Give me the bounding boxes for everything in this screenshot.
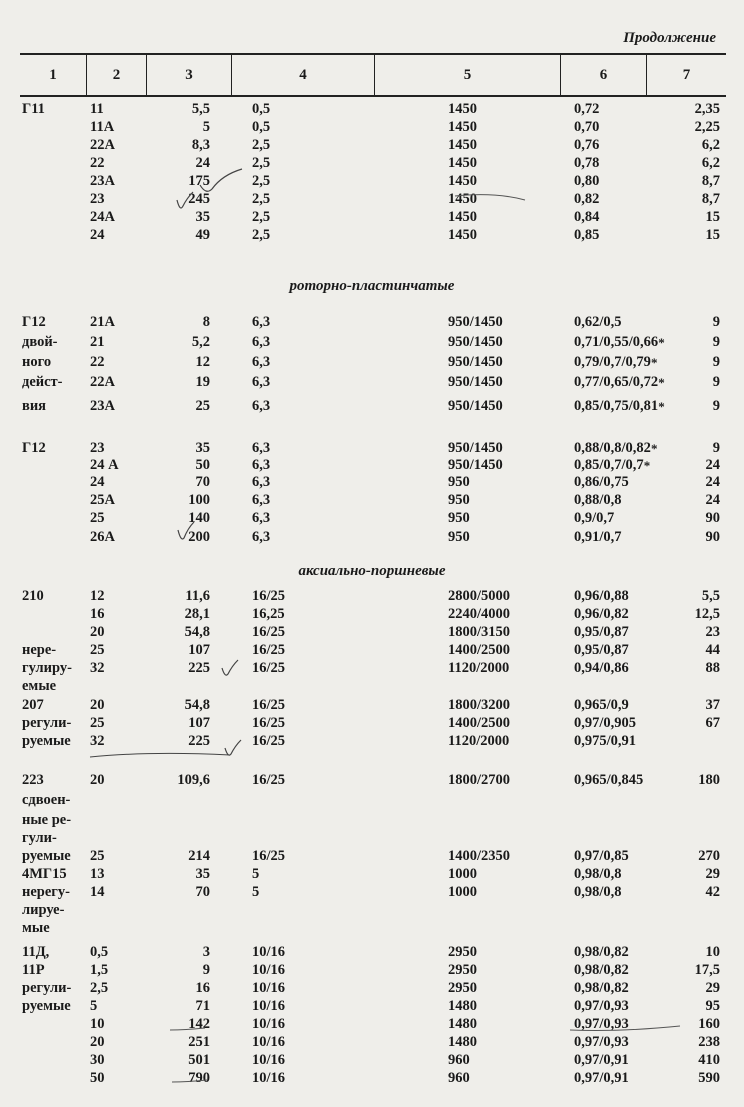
cell-c6: 0,97/0,91 [574,1052,629,1068]
cell-c1: 11Р [22,962,45,978]
cell-c5: 1000 [448,866,477,882]
cell-c3: 790 [188,1070,210,1086]
cell-c2: 23 [90,191,105,207]
cell-c4: 2,5 [252,227,271,243]
cell-c4: 10/16 [252,944,286,960]
cell-c5: 2950 [448,962,477,978]
asterisk-mark: * [650,441,658,456]
cell-c7: 10 [705,944,720,960]
cell-c5: 2950 [448,980,477,996]
cell-c2: 24 А [90,457,119,473]
cell-c4: 16/25 [252,642,286,658]
cell-c6: 0,965/0,9 [574,697,629,713]
cell-c5: 1450 [448,209,477,225]
cell-c4: 16,25 [252,606,285,622]
cell-c3: 49 [195,227,210,243]
cell-c6: 0,97/0,93 [574,998,629,1014]
cell-c2: 1,5 [90,962,109,978]
cell-c3: 251 [188,1034,210,1050]
cell-c3: 5,2 [191,334,210,350]
cell-c2: 10 [90,1016,105,1032]
cell-c1: лируе- [22,902,65,918]
cell-c6: 0,97/0,93 [574,1034,629,1050]
cell-c7: 24 [705,457,720,473]
cell-c6: 0,88/0,8/0,82 * [574,440,658,456]
cell-c3: 214 [188,848,210,864]
cell-c5: 1450 [448,119,477,135]
cell-c7: 180 [698,772,720,788]
cell-c6: 0,975/0,91 [574,733,637,749]
cell-c6: 0,98/0,8 [574,866,622,882]
cell-c5: 960 [448,1052,470,1068]
cell-c1: 11Д, [22,944,50,960]
cell-c6: 0,86/0,75 [574,474,629,490]
cell-c5: 950/1450 [448,457,503,473]
header-col-4: 4 [231,55,374,95]
cell-c3: 225 [188,733,210,749]
cell-c7: 29 [705,866,720,882]
cell-c4: 10/16 [252,980,286,996]
cell-c3: 35 [195,440,210,456]
cell-c6: 0,98/0,82 [574,944,629,960]
cell-c1: руемые [22,733,71,749]
cell-c5: 1450 [448,191,477,207]
cell-c1: дейст- [22,374,63,390]
cell-c6: 0,76 [574,137,600,153]
cell-c2: 11 [90,101,104,117]
cell-c3: 109,6 [177,772,210,788]
cell-c2: 25 [90,848,105,864]
cell-c6: 0,82 [574,191,600,207]
cell-c3: 225 [188,660,210,676]
cell-c3: 71 [195,998,210,1014]
cell-c6: 0,72 [574,101,600,117]
cell-c7: 9 [712,440,720,456]
asterisk-mark: * [658,399,665,414]
cell-c3: 175 [188,173,210,189]
cell-c2: 20 [90,697,105,713]
cell-c4: 6,3 [252,529,271,545]
cell-c7: 88 [705,660,720,676]
cell-c7: 160 [698,1016,720,1032]
cell-c7: 8,7 [701,191,720,207]
cell-c7: 9 [712,334,720,350]
cell-c5: 1000 [448,884,477,900]
cell-c4: 16/25 [252,848,286,864]
cell-c3: 35 [195,209,210,225]
cell-c4: 6,3 [252,374,271,390]
header-col-3: 3 [146,55,231,95]
cell-c2: 23 [90,440,105,456]
cell-c1: гулиру- [22,660,72,676]
cell-c1: руемые [22,998,71,1014]
cell-c2: 24А [90,209,115,225]
cell-c3: 107 [188,642,210,658]
cell-c5: 950 [448,510,470,526]
cell-c6: 0,95/0,87 [574,642,629,658]
cell-c5: 950/1450 [448,354,503,370]
cell-c5: 1400/2500 [448,715,511,731]
cell-c7: 15 [705,209,720,225]
cell-c6: 0,85/0,75/0,81 * [574,398,665,414]
cell-c6: 0,97/0,85 [574,848,629,864]
cell-c2: 23А [90,173,115,189]
cell-c1: регули- [22,980,72,996]
cell-c3: 11,6 [185,588,210,604]
cell-c1: гули- [22,830,57,846]
cell-c2: 16 [90,606,105,622]
cell-c5: 1480 [448,1016,477,1032]
cell-c4: 10/16 [252,998,286,1014]
section-title-axial-piston: аксиально-поршневые [298,563,446,579]
cell-c5: 960 [448,1070,470,1086]
cell-c6: 0,98/0,82 [574,962,629,978]
cell-c5: 1480 [448,1034,477,1050]
cell-c1: вия [22,398,47,414]
cell-c7: 6,2 [701,137,720,153]
cell-c5: 1450 [448,155,477,171]
cell-c6: 0,88/0,8 [574,492,622,508]
cell-c2: 5 [90,998,98,1014]
cell-c5: 1450 [448,173,477,189]
cell-c3: 19 [195,374,210,390]
cell-c3: 8 [202,314,210,330]
cell-c1: емые [22,678,57,694]
cell-c1: ные ре- [22,812,72,828]
cell-c6: 0,70 [574,119,600,135]
cell-c2: 23А [90,398,115,414]
asterisk-mark: * [643,458,651,473]
cell-c5: 1450 [448,137,477,153]
cell-c3: 25 [195,398,210,414]
continued-label: Продолжение [623,30,716,46]
cell-c3: 28,1 [184,606,210,622]
cell-c6: 0,94/0,86 [574,660,629,676]
cell-c6: 0,96/0,88 [574,588,629,604]
cell-c4: 0,5 [252,101,271,117]
cell-c4: 10/16 [252,1070,286,1086]
cell-c3: 24 [195,155,210,171]
cell-c4: 6,3 [252,334,271,350]
cell-c7: 6,2 [701,155,720,171]
cell-c3: 70 [195,474,210,490]
cell-c5: 1450 [448,227,477,243]
cell-c3: 50 [195,457,210,473]
cell-c6: 0,98/0,82 [574,980,629,996]
cell-c1: нерегу- [22,884,70,900]
cell-c2: 25 [90,510,105,526]
cell-c4: 10/16 [252,962,286,978]
cell-c7: 590 [698,1070,720,1086]
cell-c1: 210 [22,588,44,604]
cell-c3: 200 [188,529,210,545]
cell-c3: 12 [195,354,210,370]
cell-c4: 2,5 [252,155,271,171]
cell-c3: 140 [188,510,210,526]
cell-c2: 22 [90,354,105,370]
cell-c2: 14 [90,884,105,900]
cell-c1: 207 [22,697,44,713]
cell-c5: 1800/3150 [448,624,511,640]
cell-c3: 5,5 [191,101,210,117]
cell-c6: 0,97/0,91 [574,1070,629,1086]
cell-c4: 2,5 [252,191,271,207]
cell-c1: 4МГ15 [22,866,67,882]
header-col-2: 2 [86,55,146,95]
cell-c3: 107 [188,715,210,731]
cell-c7: 5,5 [701,588,720,604]
cell-c1: сдвоен- [22,792,71,808]
cell-c7: 17,5 [694,962,720,978]
cell-c7: 23 [705,624,720,640]
cell-c5: 1800/3200 [448,697,511,713]
cell-c4: 6,3 [252,314,271,330]
asterisk-mark: * [650,355,658,370]
cell-c5: 950/1450 [448,334,503,350]
cell-c2: 25 [90,715,105,731]
cell-c2: 32 [90,660,105,676]
cell-c4: 10/16 [252,1016,286,1032]
cell-c2: 30 [90,1052,105,1068]
cell-c3: 16 [195,980,210,996]
cell-c2: 20 [90,772,105,788]
cell-c5: 1450 [448,101,477,117]
cell-c1: 223 [22,772,44,788]
cell-c6: 0,98/0,8 [574,884,622,900]
cell-c2: 20 [90,1034,105,1050]
cell-c6: 0,62/0,5 [574,314,622,330]
cell-c3: 142 [188,1016,210,1032]
cell-c5: 1120/2000 [448,733,510,749]
cell-c2: 21А [90,314,115,330]
cell-c1: нере- [22,642,57,658]
cell-c4: 6,3 [252,398,271,414]
section-title-rotary-vane: роторно-пластинчатые [289,278,455,294]
cell-c7: 238 [698,1034,720,1050]
cell-c5: 950 [448,474,470,490]
cell-c4: 16/25 [252,588,286,604]
cell-c2: 21 [90,334,105,350]
cell-c5: 1400/2350 [448,848,511,864]
cell-c2: 32 [90,733,105,749]
cell-c4: 6,3 [252,510,271,526]
cell-c3: 501 [188,1052,210,1068]
cell-c7: 90 [705,529,720,545]
cell-c6: 0,9/0,7 [574,510,615,526]
cell-c4: 16/25 [252,697,286,713]
cell-c2: 24 [90,474,105,490]
cell-c4: 16/25 [252,624,286,640]
cell-c7: 9 [712,374,720,390]
cell-c7: 9 [712,314,720,330]
cell-c2: 22А [90,137,115,153]
cell-c6: 0,97/0,905 [574,715,637,731]
cell-c6: 0,85 [574,227,600,243]
cell-c2: 0,5 [90,944,109,960]
cell-c7: 2,35 [694,101,720,117]
cell-c3: 100 [188,492,210,508]
cell-c2: 24 [90,227,105,243]
cell-c5: 950 [448,492,470,508]
cell-c1: Г12 [22,314,46,330]
cell-c5: 2950 [448,944,477,960]
cell-c7: 12,5 [694,606,720,622]
cell-c6: 0,95/0,87 [574,624,629,640]
cell-c6: 0,97/0,93 [574,1016,629,1032]
cell-c1: руемые [22,848,71,864]
cell-c4: 6,3 [252,440,271,456]
cell-c6: 0,71/0,55/0,66 * [574,334,665,350]
cell-c5: 2800/5000 [448,588,511,604]
cell-c5: 950/1450 [448,374,503,390]
cell-c1: регули- [22,715,72,731]
cell-c3: 35 [195,866,210,882]
cell-c2: 26А [90,529,115,545]
cell-c7: 410 [698,1052,720,1068]
cell-c3: 245 [188,191,210,207]
cell-c4: 2,5 [252,173,271,189]
header-col-6: 6 [560,55,646,95]
header-col-7: 7 [646,55,726,95]
cell-c6: 0,84 [574,209,600,225]
cell-c1: Г12 [22,440,46,456]
cell-c3: 54,8 [184,624,210,640]
cell-c6: 0,79/0,7/0,79 * [574,354,658,370]
cell-c4: 10/16 [252,1034,286,1050]
cell-c6: 0,965/0,845 [574,772,644,788]
cell-c2: 25А [90,492,115,508]
cell-c4: 16/25 [252,715,286,731]
cell-c2: 25 [90,642,105,658]
cell-c4: 6,3 [252,474,271,490]
cell-c7: 37 [705,697,720,713]
cell-c4: 6,3 [252,492,271,508]
cell-c4: 10/16 [252,1052,286,1068]
cell-c7: 42 [705,884,720,900]
cell-c5: 950 [448,529,470,545]
cell-c4: 16/25 [252,733,286,749]
cell-c2: 2,5 [90,980,109,996]
cell-c4: 2,5 [252,209,271,225]
cell-c5: 950/1450 [448,440,503,456]
cell-c7: 24 [705,492,720,508]
cell-c6: 0,96/0,82 [574,606,629,622]
cell-c7: 9 [712,398,720,414]
cell-c7: 2,25 [694,119,720,135]
cell-c4: 16/25 [252,660,286,676]
cell-c3: 70 [195,884,210,900]
cell-c3: 54,8 [184,697,210,713]
cell-c4: 0,5 [252,119,271,135]
cell-c2: 20 [90,624,105,640]
asterisk-mark: * [658,335,665,350]
cell-c7: 44 [705,642,720,658]
cell-c7: 29 [705,980,720,996]
header-col-1: 1 [49,67,57,83]
cell-c4: 16/25 [252,772,286,788]
cell-c5: 2240/4000 [448,606,511,622]
cell-c5: 950/1450 [448,398,503,414]
cell-c4: 6,3 [252,354,271,370]
cell-c7: 8,7 [701,173,720,189]
cell-c7: 15 [705,227,720,243]
cell-c6: 0,85/0,7/0,7 * [574,457,651,473]
cell-c3: 3 [202,944,210,960]
cell-c3: 5 [202,119,210,135]
cell-c2: 22 [90,155,105,171]
cell-c6: 0,91/0,7 [574,529,622,545]
cell-c3: 8,3 [191,137,210,153]
cell-c5: 1800/2700 [448,772,511,788]
cell-c5: 1480 [448,998,477,1014]
cell-c3: 9 [202,962,210,978]
asterisk-mark: * [658,375,665,390]
cell-c1: Г11 [22,101,45,117]
cell-c7: 24 [705,474,720,490]
cell-c6: 0,77/0,65/0,72 * [574,374,665,390]
cell-c1: мые [22,920,50,936]
cell-c4: 2,5 [252,137,271,153]
cell-c6: 0,80 [574,173,600,189]
cell-c6: 0,78 [574,155,600,171]
cell-c7: 67 [705,715,720,731]
cell-c4: 5 [252,884,260,900]
header-col-5: 5 [374,55,560,95]
cell-c4: 5 [252,866,260,882]
cell-c7: 270 [698,848,720,864]
cell-c2: 22А [90,374,115,390]
cell-c2: 13 [90,866,105,882]
cell-c2: 11А [90,119,115,135]
cell-c5: 1400/2500 [448,642,511,658]
cell-c4: 6,3 [252,457,271,473]
cell-c5: 950/1450 [448,314,503,330]
cell-c7: 9 [712,354,720,370]
cell-c2: 50 [90,1070,105,1086]
cell-c7: 95 [705,998,720,1014]
cell-c1: двой- [22,334,58,350]
cell-c1: ного [22,354,52,370]
cell-c5: 1120/2000 [448,660,510,676]
cell-c7: 90 [705,510,720,526]
cell-c2: 12 [90,588,105,604]
